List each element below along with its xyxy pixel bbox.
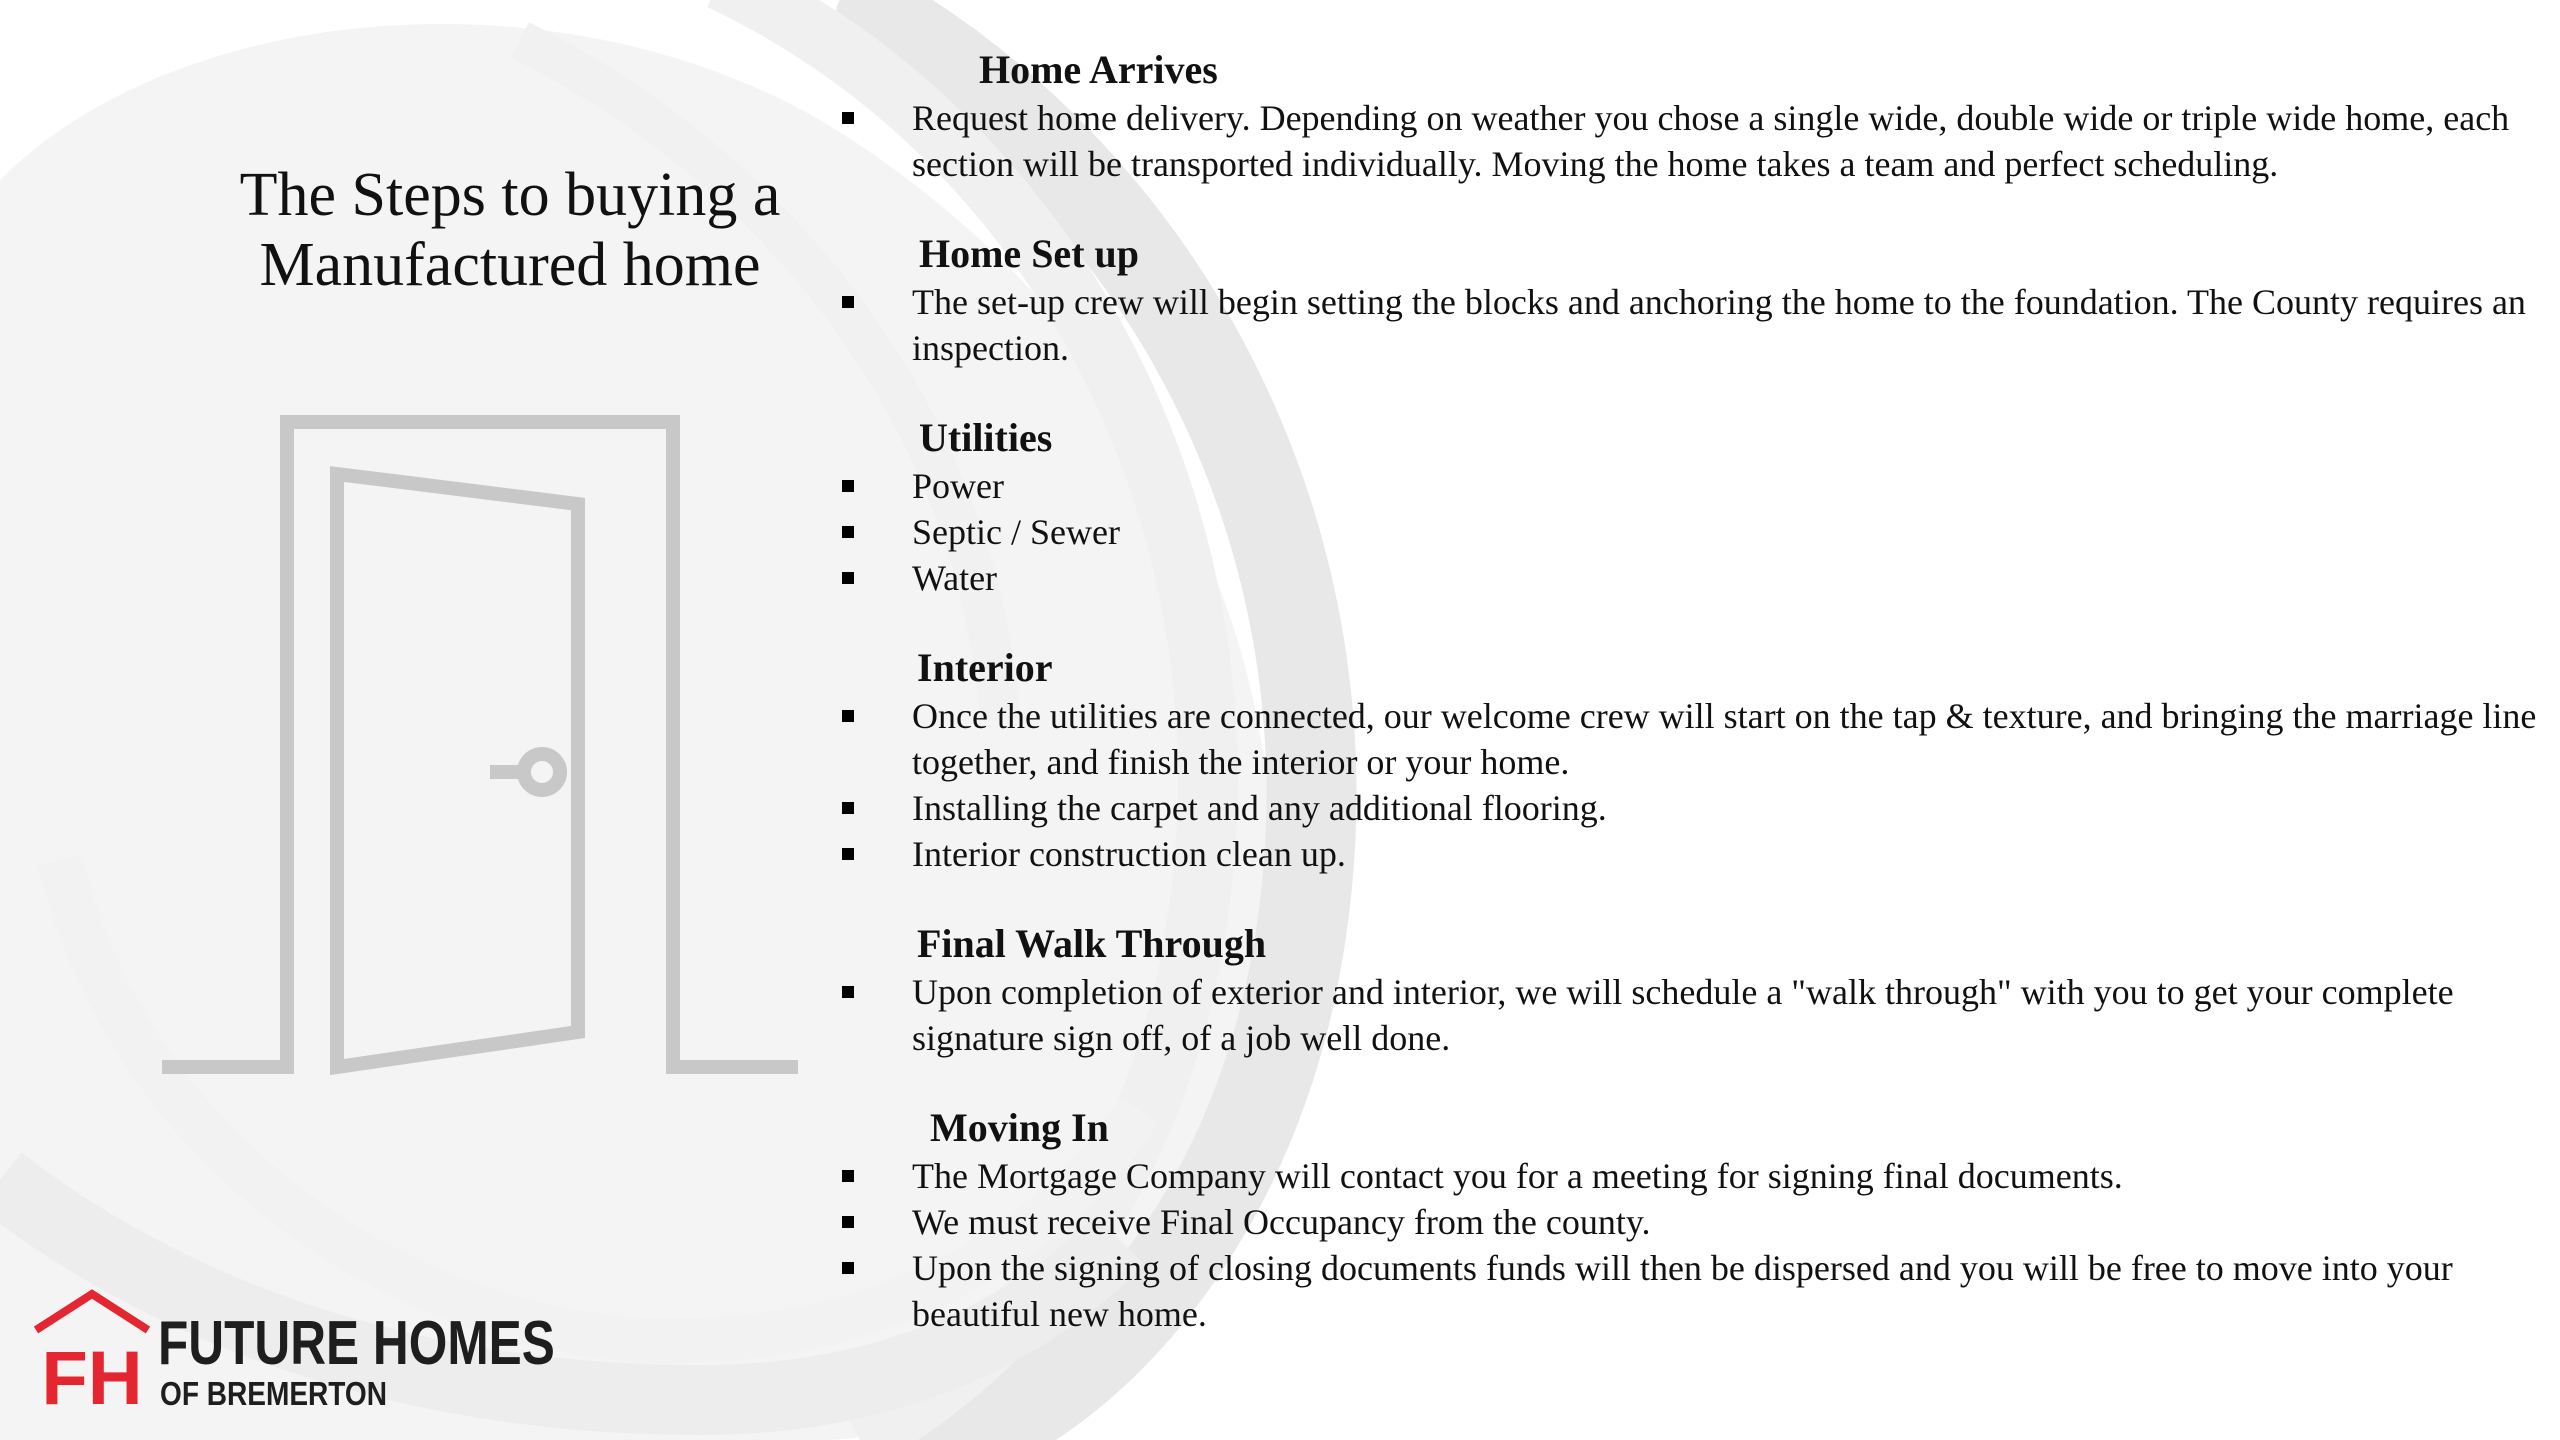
section-heading: Home Arrives [979,47,1218,92]
list-item-text: Power [912,466,1004,506]
open-door-icon [160,412,800,1082]
bullet-icon [842,1170,854,1182]
step-home-set-up [820,229,2540,371]
section-heading: Final Walk Through [917,921,1267,966]
logo-mark-text: FH [41,1336,143,1412]
list-item [820,831,2540,877]
section-heading: Interior [917,645,1053,690]
list-item-text: Interior construction clean up. [912,834,1346,874]
list-item [820,509,2540,555]
bullet-icon [842,480,854,492]
list-item [820,555,2540,601]
logo-subtitle: OF BREMERTON [160,1375,388,1412]
bullet-list [820,463,2540,601]
bullet-list [820,693,2540,877]
steps-content [820,45,2540,1337]
logo-name: FUTURE HOMES [158,1309,555,1378]
section-heading: Moving In [930,1105,1109,1150]
bullet-icon [842,112,854,124]
list-item-text: Once the utilities are connected, our welcome crew will start on the tap & texture, and bringing the marriage line together, and finish the interior or your home. [912,696,2537,782]
company-logo [30,1288,555,1418]
section-heading: Home Set up [919,231,1139,276]
bullet-icon [842,710,854,722]
list-item [820,1153,2540,1199]
bullet-icon [842,1216,854,1228]
list-item [820,693,2540,785]
list-item-text: Installing the carpet and any additional flooring. [912,788,1607,828]
list-item [820,279,2540,371]
list-item [820,1199,2540,1245]
list-item [820,95,2540,187]
bullet-list [820,95,2540,187]
list-item-text: Upon the signing of closing documents funds will then be dispersed and you will be free to move into your beautiful new home. [912,1248,2453,1334]
bullet-icon [842,1262,854,1274]
list-item-text: Request home delivery. Depending on weather you chose a single wide, double wide or triple wide home, each section will be transported individually. Moving the home takes a team and perfect scheduling. [912,98,2510,184]
step-final-walk-through [820,919,2540,1061]
step-interior [820,643,2540,877]
bullet-icon [842,526,854,538]
bullet-list [820,279,2540,371]
bullet-list [820,1153,2540,1337]
bullet-icon [842,296,854,308]
list-item [820,969,2540,1061]
list-item [820,785,2540,831]
bullet-list [820,969,2540,1061]
list-item [820,1245,2540,1337]
slide-title [150,160,870,300]
list-item-text: The set-up crew will begin setting the blocks and anchoring the home to the foundation. The County requires an inspection. [912,282,2526,368]
house-roof-icon [30,1288,154,1412]
list-item-text: Water [912,558,998,598]
bullet-icon [842,848,854,860]
list-item-text: Upon completion of exterior and interior, we will schedule a "walk through" with you to get your complete signature sign off, of a job well done. [912,972,2454,1058]
slide-title-line-1: The Steps to buying a [239,161,781,229]
list-item [820,463,2540,509]
list-item-text: The Mortgage Company will contact you for a meeting for signing final documents. [912,1156,2123,1196]
bullet-icon [842,986,854,998]
step-home-arrives [820,45,2540,187]
list-item-text: We must receive Final Occupancy from the county. [912,1202,1651,1242]
bullet-icon [842,802,854,814]
section-heading: Utilities [919,415,1053,460]
slide-title-line-2: Manufactured home [259,231,761,299]
step-utilities [820,413,2540,601]
list-item-text: Septic / Sewer [912,512,1120,552]
bullet-icon [842,572,854,584]
step-moving-in [820,1103,2540,1337]
